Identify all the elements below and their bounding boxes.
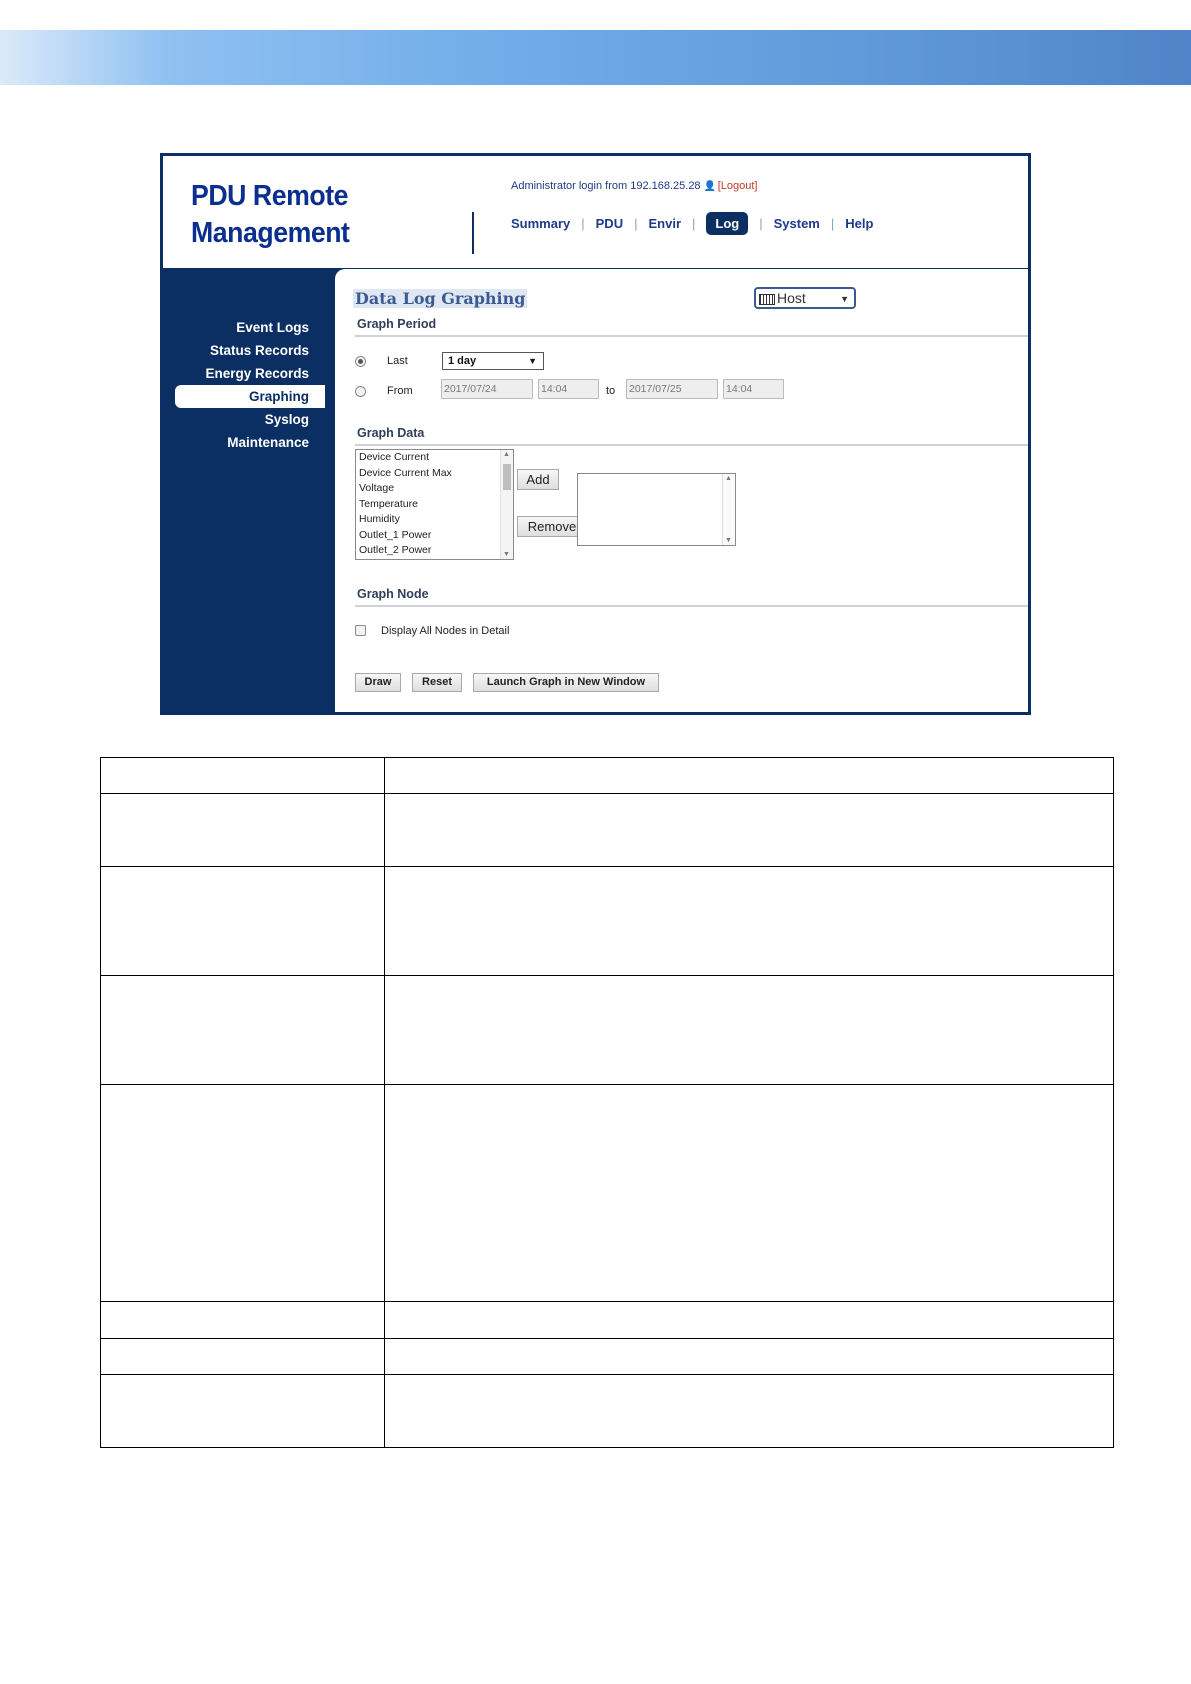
add-button[interactable]: Add — [517, 469, 559, 490]
header — [163, 156, 1028, 268]
scroll-thumb[interactable] — [503, 464, 511, 490]
login-status — [511, 180, 757, 192]
keyboard-icon — [759, 294, 775, 305]
graph-node-heading: Graph Node — [357, 587, 429, 601]
nav-separator: | — [759, 216, 763, 231]
table-row — [101, 976, 1114, 1085]
graph-data-options-list[interactable] — [355, 449, 514, 560]
last-period-select[interactable] — [442, 352, 544, 370]
list-item[interactable]: Device Current — [359, 451, 430, 463]
table-row — [101, 1339, 1114, 1375]
scroll-down-icon[interactable]: ▼ — [503, 551, 510, 558]
list-item[interactable]: Humidity — [359, 513, 400, 525]
logo-line-1: PDU Remote — [191, 180, 349, 212]
selected-graph-data-list[interactable] — [577, 473, 736, 546]
scroll-up-icon[interactable]: ▲ — [725, 475, 732, 482]
to-label: to — [606, 385, 616, 397]
section-divider — [355, 335, 1028, 337]
graph-period-heading: Graph Period — [357, 317, 437, 331]
nav-envir[interactable]: Envir — [648, 216, 681, 231]
logout-link[interactable]: [Logout] — [717, 180, 758, 192]
user-lock-icon: 👤 — [703, 181, 717, 192]
sidebar-item-syslog[interactable]: Syslog — [264, 412, 309, 427]
page-title: Data Log Graphing — [355, 289, 526, 308]
scroll-up-icon[interactable]: ▲ — [503, 451, 510, 458]
main-content — [335, 269, 1028, 712]
page-header-banner — [0, 30, 1191, 85]
host-select[interactable] — [754, 287, 856, 309]
list-item[interactable]: Outlet_1 Power — [359, 528, 432, 541]
list-item[interactable]: Voltage — [359, 482, 395, 494]
sidebar-item-maintenance[interactable]: Maintenance — [227, 435, 309, 450]
table-row — [101, 1085, 1114, 1302]
nav-separator: | — [581, 216, 585, 231]
launch-graph-button[interactable]: Launch Graph in New Window — [473, 673, 659, 692]
sidebar-item-graphing[interactable]: Graphing — [175, 385, 325, 408]
list-scrollbar[interactable] — [722, 474, 735, 545]
table-row — [101, 1375, 1114, 1448]
draw-button[interactable]: Draw — [355, 673, 401, 692]
nav-separator: | — [634, 216, 638, 231]
radio-last[interactable] — [355, 356, 366, 367]
from-time-input[interactable]: 14:04 — [538, 379, 599, 399]
nav-separator: | — [692, 216, 696, 231]
to-date-input[interactable]: 2017/07/25 — [626, 379, 718, 399]
dropdown-arrow-icon: ▼ — [840, 294, 849, 304]
nav-help[interactable]: Help — [845, 216, 874, 231]
display-all-nodes-label: Display All Nodes in Detail — [381, 625, 510, 637]
dropdown-arrow-icon: ▼ — [528, 356, 537, 366]
table-row — [101, 758, 1114, 794]
app-logo — [191, 178, 349, 252]
from-date-input[interactable]: 2017/07/24 — [441, 379, 533, 399]
pdu-app-screenshot — [160, 153, 1031, 715]
to-time-input[interactable]: 14:04 — [723, 379, 784, 399]
description-table — [100, 757, 1114, 1448]
logo-line-2: Management — [191, 217, 350, 249]
display-all-nodes-checkbox[interactable] — [355, 625, 366, 636]
host-select-value: Host — [777, 290, 806, 306]
table-row — [101, 867, 1114, 976]
scroll-down-icon[interactable]: ▼ — [725, 537, 732, 544]
list-item[interactable]: Device Current Max — [359, 466, 452, 479]
last-label: Last — [387, 355, 408, 367]
remove-button[interactable]: Remove — [517, 516, 587, 537]
sidebar-item-event-logs[interactable]: Event Logs — [236, 320, 309, 335]
sidebar-item-energy-records[interactable]: Energy Records — [205, 366, 309, 381]
sidebar-item-status-records[interactable]: Status Records — [209, 343, 309, 358]
nav-pdu[interactable]: PDU — [595, 216, 624, 231]
from-label: From — [387, 385, 413, 397]
last-period-value: 1 day — [448, 355, 477, 367]
top-nav — [511, 212, 873, 235]
section-divider — [355, 444, 1028, 446]
graph-data-heading: Graph Data — [357, 426, 425, 440]
nav-separator: | — [830, 216, 835, 231]
login-text: Administrator login from 192.168.25.28 — [511, 180, 701, 192]
nav-summary[interactable]: Summary — [511, 216, 571, 231]
list-item[interactable]: Temperature — [359, 497, 418, 510]
nav-log[interactable]: Log — [706, 212, 748, 235]
reset-button[interactable]: Reset — [412, 673, 462, 692]
table-row — [101, 1302, 1114, 1339]
table-row — [101, 794, 1114, 867]
list-scrollbar[interactable] — [500, 450, 513, 559]
radio-from[interactable] — [355, 386, 366, 397]
sidebar — [163, 316, 325, 454]
section-divider — [355, 605, 1028, 607]
list-item[interactable]: Outlet_2 Power — [359, 544, 432, 556]
nav-system[interactable]: System — [773, 216, 820, 231]
header-divider — [472, 212, 474, 254]
